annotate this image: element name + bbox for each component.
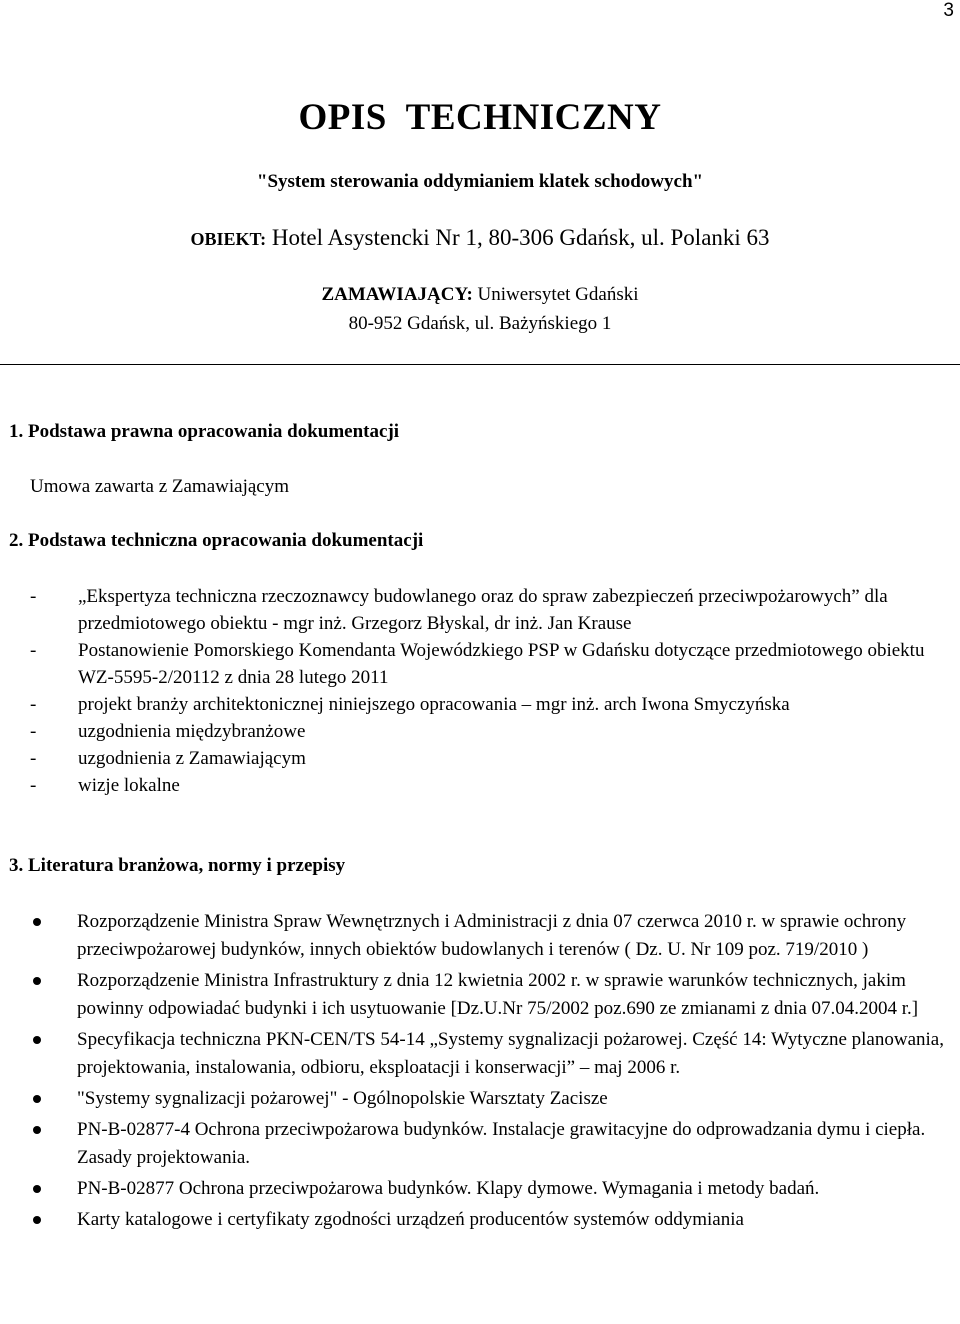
list-item: [33, 967, 948, 1023]
bullet-icon: [33, 977, 41, 985]
bullet-icon: [33, 1095, 41, 1103]
obiekt-line: [0, 225, 960, 251]
zamawiajacy-address: 80-952 Gdańsk, ul. Bażyńskiego 1: [348, 313, 612, 334]
list-item: - uzgodnienia międzybranżowe: [30, 721, 306, 742]
list-item: - Postanowienie Pomorskiego Komendanta Wojewódzkiego PSP w Gdańsku dotyczące przedmiotowego obiektu WZ-5595-2/20112 z dnia 28 lutego 2011: [30, 640, 925, 688]
obiekt-value: Hotel Asystencki Nr 1, 80-306 Gdańsk, ul. Polanki 63: [271, 225, 770, 250]
list-item-text: Rozporządzenie Ministra Infrastruktury z dnia 12 kwietnia 2002 r. w sprawie warunków technicznych, jakim powinny odpowiadać budynki i ich usytuowanie [Dz.U.Nr 75/2002 poz.690 ze zmianami z dnia 07.04.2004 r.]: [77, 970, 919, 1019]
obiekt-label: OBIEKT:: [190, 229, 267, 249]
list-item-text: PN-B-02877-4 Ochrona przeciwpożarowa budynków. Instalacje grawitacyjne do odprowadzania dymu i ciepła. Zasady projektowania.: [77, 1119, 926, 1168]
bullet-icon: [33, 1036, 41, 1044]
list-item-text: "Systemy sygnalizacji pożarowej" - Ogólnopolskie Warsztaty Zacisze: [77, 1088, 608, 1109]
list-item-text: uzgodnienia międzybranżowe: [78, 721, 306, 742]
document-title: OPIS TECHNICZNY: [298, 97, 662, 138]
list-item-text: projekt branży architektonicznej niniejszego opracowania – mgr inż. arch Iwona Smyczyńska: [78, 694, 790, 715]
list-item-text: wizje lokalne: [78, 775, 180, 796]
list-item-text: Postanowienie Pomorskiego Komendanta Wojewódzkiego PSP w Gdańsku dotyczące przedmiotowego obiektu WZ-5595-2/20112 z dnia 28 lutego 2011: [78, 640, 925, 688]
section1-text: Umowa zawarta z Zamawiającym: [30, 476, 290, 497]
list-item: [33, 1175, 948, 1203]
list-item: - wizje lokalne: [30, 775, 180, 796]
list-item: - „Ekspertyza techniczna rzeczoznawcy budowlanego oraz do spraw zabezpieczeń przeciwpożarowych” dla przedmiotowego obiektu - mgr inż. Grzegorz Błyskal, dr inż. Jan Krause: [30, 586, 888, 634]
horizontal-divider: [0, 364, 960, 365]
bullet-icon: [33, 918, 41, 926]
list-item-text: Karty katalogowe i certyfikaty zgodności urządzeń producentów systemów oddymiania: [77, 1209, 744, 1230]
section1-heading: 1. Podstawa prawna opracowania dokumentacji: [9, 421, 400, 442]
list-item: - uzgodnienia z Zamawiającym: [30, 748, 306, 769]
list-item-text: uzgodnienia z Zamawiającym: [78, 748, 306, 769]
bullet-icon: [33, 1185, 41, 1193]
zamawiajacy-line: [0, 284, 960, 306]
list-item: [33, 908, 948, 964]
section2-heading: 2. Podstawa techniczna opracowania dokumentacji: [9, 530, 424, 551]
list-item-text: Specyfikacja techniczna PKN-CEN/TS 54-14 „Systemy sygnalizacji pożarowej. Część 14: Wytyczne planowania, projektowania, instalowania, odbioru, eksploatacji i konserwacji” – maj 2006 r.: [77, 1029, 944, 1078]
list-item-text: Rozporządzenie Ministra Spraw Wewnętrznych i Administracji z dnia 07 czerwca 2010 r. w sprawie ochrony przeciwpożarowej budynków, innych obiektów budowlanych i terenów ( Dz. U. Nr 109 poz. 719/2010 ): [77, 911, 907, 960]
list-item: [33, 1085, 948, 1113]
section2-list: [30, 583, 950, 799]
list-item-text: PN-B-02877 Ochrona przeciwpożarowa budynków. Klapy dymowe. Wymagania i metody badań.: [77, 1178, 820, 1199]
zamawiajacy-value: Uniwersytet Gdański: [477, 284, 639, 305]
section3-list: [33, 908, 948, 1234]
list-item: - projekt branży architektonicznej niniejszego opracowania – mgr inż. arch Iwona Smyczyńska: [30, 694, 790, 715]
page-number: 3: [943, 0, 954, 21]
bullet-icon: [33, 1216, 41, 1224]
list-item: [33, 1206, 948, 1234]
bullet-icon: [33, 1126, 41, 1134]
list-item-text: „Ekspertyza techniczna rzeczoznawcy budowlanego oraz do spraw zabezpieczeń przeciwpożarowych” dla przedmiotowego obiektu - mgr inż. Grzegorz Błyskal, dr inż. Jan Krause: [78, 586, 888, 634]
zamawiajacy-label: ZAMAWIAJĄCY:: [321, 284, 473, 305]
document-subtitle: "System sterowania oddymianiem klatek schodowych": [256, 171, 704, 192]
list-item: [33, 1116, 948, 1172]
section3-heading: 3. Literatura branżowa, normy i przepisy: [9, 855, 346, 876]
list-item: [33, 1026, 948, 1082]
